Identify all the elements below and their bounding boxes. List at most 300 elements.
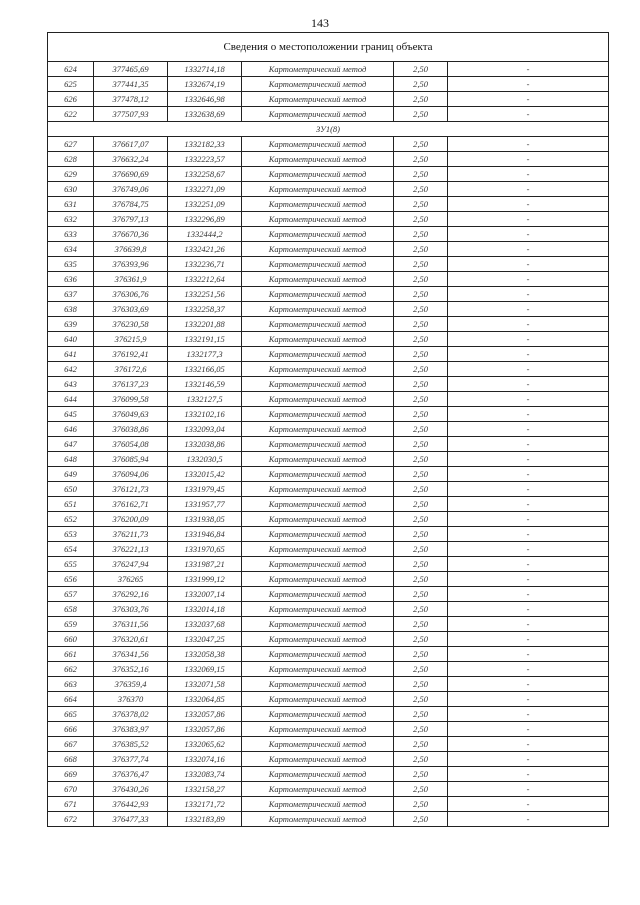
accuracy-cell: 2,50 [394,107,448,122]
point-number-cell: 656 [48,572,94,587]
accuracy-cell: 2,50 [394,557,448,572]
table-row [48,407,609,422]
section-label: ЗУ1(8) [48,122,609,137]
x-coordinate-cell: 376292,16 [94,587,168,602]
accuracy-cell: 2,50 [394,77,448,92]
point-number-cell: 651 [48,497,94,512]
method-cell: Картометрический метод [242,437,394,452]
table-row [48,767,609,782]
description-cell: - [448,617,609,632]
accuracy-cell: 2,50 [394,332,448,347]
x-coordinate-cell: 376383,97 [94,722,168,737]
method-cell: Картометрический метод [242,332,394,347]
description-cell: - [448,737,609,752]
table-row [48,752,609,767]
point-number-cell: 657 [48,587,94,602]
table-row [48,437,609,452]
point-number-cell: 634 [48,242,94,257]
method-cell: Картометрический метод [242,317,394,332]
point-number-cell: 665 [48,707,94,722]
accuracy-cell: 2,50 [394,662,448,677]
table-row [48,722,609,737]
method-cell: Картометрический метод [242,632,394,647]
x-coordinate-cell: 376385,52 [94,737,168,752]
x-coordinate-cell: 376690,69 [94,167,168,182]
x-coordinate-cell: 376094,06 [94,467,168,482]
table-row [48,287,609,302]
accuracy-cell: 2,50 [394,782,448,797]
point-number-cell: 624 [48,62,94,77]
table-row [48,317,609,332]
description-cell: - [448,722,609,737]
x-coordinate-cell: 376099,58 [94,392,168,407]
x-coordinate-cell: 376749,06 [94,182,168,197]
point-number-cell: 647 [48,437,94,452]
y-coordinate-cell: 1332030,5 [168,452,242,467]
y-coordinate-cell: 1332714,18 [168,62,242,77]
x-coordinate-cell: 376639,8 [94,242,168,257]
method-cell: Картометрический метод [242,737,394,752]
description-cell: - [448,632,609,647]
point-number-cell: 644 [48,392,94,407]
section-row [48,122,609,137]
description-cell: - [448,287,609,302]
y-coordinate-cell: 1332064,85 [168,692,242,707]
table-row [48,707,609,722]
description-cell: - [448,497,609,512]
x-coordinate-cell: 376670,36 [94,227,168,242]
method-cell: Картометрический метод [242,167,394,182]
method-cell: Картометрический метод [242,107,394,122]
description-cell: - [448,392,609,407]
table-row [48,512,609,527]
y-coordinate-cell: 1332166,05 [168,362,242,377]
point-number-cell: 625 [48,77,94,92]
y-coordinate-cell: 1332074,16 [168,752,242,767]
table-row [48,587,609,602]
description-cell: - [448,812,609,827]
description-cell: - [448,152,609,167]
table-row [48,257,609,272]
x-coordinate-cell: 376162,71 [94,497,168,512]
y-coordinate-cell: 1332127,5 [168,392,242,407]
table-row [48,107,609,122]
accuracy-cell: 2,50 [394,452,448,467]
table-body [48,33,609,827]
accuracy-cell: 2,50 [394,347,448,362]
x-coordinate-cell: 376370 [94,692,168,707]
y-coordinate-cell: 1332271,09 [168,182,242,197]
table-row [48,692,609,707]
method-cell: Картометрический метод [242,797,394,812]
accuracy-cell: 2,50 [394,197,448,212]
y-coordinate-cell: 1332069,15 [168,662,242,677]
point-number-cell: 662 [48,662,94,677]
accuracy-cell: 2,50 [394,182,448,197]
method-cell: Картометрический метод [242,542,394,557]
y-coordinate-cell: 1331987,21 [168,557,242,572]
table-row [48,632,609,647]
point-number-cell: 666 [48,722,94,737]
description-cell: - [448,137,609,152]
table-row [48,452,609,467]
description-cell: - [448,482,609,497]
table-row [48,377,609,392]
description-cell: - [448,347,609,362]
accuracy-cell: 2,50 [394,92,448,107]
method-cell: Картометрический метод [242,587,394,602]
x-coordinate-cell: 376442,93 [94,797,168,812]
point-number-cell: 669 [48,767,94,782]
description-cell: - [448,182,609,197]
method-cell: Картометрический метод [242,197,394,212]
table-row [48,197,609,212]
x-coordinate-cell: 376303,76 [94,602,168,617]
y-coordinate-cell: 1332444,2 [168,227,242,242]
point-number-cell: 660 [48,632,94,647]
point-number-cell: 648 [48,452,94,467]
table-row [48,497,609,512]
y-coordinate-cell: 1332223,57 [168,152,242,167]
table-row [48,182,609,197]
table-row [48,482,609,497]
accuracy-cell: 2,50 [394,242,448,257]
accuracy-cell: 2,50 [394,272,448,287]
description-cell: - [448,782,609,797]
boundary-coordinates-table [47,32,609,827]
accuracy-cell: 2,50 [394,482,448,497]
accuracy-cell: 2,50 [394,62,448,77]
method-cell: Картометрический метод [242,302,394,317]
method-cell: Картометрический метод [242,347,394,362]
y-coordinate-cell: 1332037,68 [168,617,242,632]
accuracy-cell: 2,50 [394,707,448,722]
accuracy-cell: 2,50 [394,512,448,527]
y-coordinate-cell: 1332047,25 [168,632,242,647]
method-cell: Картометрический метод [242,257,394,272]
description-cell: - [448,437,609,452]
method-cell: Картометрический метод [242,452,394,467]
description-cell: - [448,227,609,242]
y-coordinate-cell: 1332296,89 [168,212,242,227]
y-coordinate-cell: 1332071,58 [168,677,242,692]
point-number-cell: 661 [48,647,94,662]
table-row [48,557,609,572]
accuracy-cell: 2,50 [394,722,448,737]
x-coordinate-cell: 376247,94 [94,557,168,572]
table-row [48,617,609,632]
x-coordinate-cell: 376378,02 [94,707,168,722]
method-cell: Картометрический метод [242,242,394,257]
table-row [48,77,609,92]
y-coordinate-cell: 1332057,86 [168,707,242,722]
table-row [48,152,609,167]
point-number-cell: 622 [48,107,94,122]
accuracy-cell: 2,50 [394,737,448,752]
y-coordinate-cell: 1332674,19 [168,77,242,92]
method-cell: Картометрический метод [242,392,394,407]
description-cell: - [448,272,609,287]
y-coordinate-cell: 1332251,56 [168,287,242,302]
x-coordinate-cell: 376359,4 [94,677,168,692]
accuracy-cell: 2,50 [394,227,448,242]
table-row [48,137,609,152]
point-number-cell: 664 [48,692,94,707]
x-coordinate-cell: 376054,08 [94,437,168,452]
method-cell: Картометрический метод [242,812,394,827]
point-number-cell: 630 [48,182,94,197]
y-coordinate-cell: 1332058,38 [168,647,242,662]
x-coordinate-cell: 376784,75 [94,197,168,212]
description-cell: - [448,797,609,812]
table-row [48,332,609,347]
point-number-cell: 642 [48,362,94,377]
method-cell: Картометрический метод [242,512,394,527]
description-cell: - [448,647,609,662]
method-cell: Картометрический метод [242,482,394,497]
accuracy-cell: 2,50 [394,392,448,407]
method-cell: Картометрический метод [242,467,394,482]
description-cell: - [448,77,609,92]
point-number-cell: 654 [48,542,94,557]
x-coordinate-cell: 376376,47 [94,767,168,782]
accuracy-cell: 2,50 [394,497,448,512]
y-coordinate-cell: 1332183,89 [168,812,242,827]
x-coordinate-cell: 376049,63 [94,407,168,422]
point-number-cell: 658 [48,602,94,617]
point-number-cell: 667 [48,737,94,752]
method-cell: Картометрический метод [242,272,394,287]
x-coordinate-cell: 376200,09 [94,512,168,527]
x-coordinate-cell: 376085,94 [94,452,168,467]
point-number-cell: 639 [48,317,94,332]
method-cell: Картометрический метод [242,647,394,662]
x-coordinate-cell: 376211,73 [94,527,168,542]
y-coordinate-cell: 1332158,27 [168,782,242,797]
point-number-cell: 632 [48,212,94,227]
x-coordinate-cell: 376393,96 [94,257,168,272]
method-cell: Картометрический метод [242,692,394,707]
x-coordinate-cell: 377441,35 [94,77,168,92]
accuracy-cell: 2,50 [394,587,448,602]
method-cell: Картометрический метод [242,707,394,722]
point-number-cell: 627 [48,137,94,152]
y-coordinate-cell: 1332251,09 [168,197,242,212]
table-row [48,572,609,587]
x-coordinate-cell: 376430,26 [94,782,168,797]
accuracy-cell: 2,50 [394,362,448,377]
y-coordinate-cell: 1332057,86 [168,722,242,737]
description-cell: - [448,587,609,602]
accuracy-cell: 2,50 [394,797,448,812]
y-coordinate-cell: 1332177,3 [168,347,242,362]
x-coordinate-cell: 376230,58 [94,317,168,332]
point-number-cell: 670 [48,782,94,797]
y-coordinate-cell: 1332638,69 [168,107,242,122]
table-row [48,737,609,752]
y-coordinate-cell: 1332258,37 [168,302,242,317]
y-coordinate-cell: 1332201,88 [168,317,242,332]
x-coordinate-cell: 377478,12 [94,92,168,107]
x-coordinate-cell: 376038,86 [94,422,168,437]
description-cell: - [448,167,609,182]
description-cell: - [448,107,609,122]
accuracy-cell: 2,50 [394,617,448,632]
method-cell: Картометрический метод [242,752,394,767]
description-cell: - [448,662,609,677]
table-title-row [48,33,609,62]
method-cell: Картометрический метод [242,362,394,377]
point-number-cell: 659 [48,617,94,632]
table-row [48,92,609,107]
description-cell: - [448,692,609,707]
x-coordinate-cell: 376352,16 [94,662,168,677]
method-cell: Картометрический метод [242,617,394,632]
point-number-cell: 645 [48,407,94,422]
accuracy-cell: 2,50 [394,377,448,392]
method-cell: Картометрический метод [242,722,394,737]
point-number-cell: 629 [48,167,94,182]
y-coordinate-cell: 1331938,05 [168,512,242,527]
table-row [48,212,609,227]
description-cell: - [448,707,609,722]
point-number-cell: 638 [48,302,94,317]
accuracy-cell: 2,50 [394,752,448,767]
table-row [48,272,609,287]
accuracy-cell: 2,50 [394,257,448,272]
description-cell: - [448,212,609,227]
accuracy-cell: 2,50 [394,647,448,662]
x-coordinate-cell: 376377,74 [94,752,168,767]
x-coordinate-cell: 376265 [94,572,168,587]
accuracy-cell: 2,50 [394,422,448,437]
table-row [48,812,609,827]
table-row [48,302,609,317]
x-coordinate-cell: 376477,33 [94,812,168,827]
description-cell: - [448,242,609,257]
point-number-cell: 626 [48,92,94,107]
accuracy-cell: 2,50 [394,467,448,482]
description-cell: - [448,92,609,107]
accuracy-cell: 2,50 [394,212,448,227]
y-coordinate-cell: 1331999,12 [168,572,242,587]
accuracy-cell: 2,50 [394,542,448,557]
y-coordinate-cell: 1332083,74 [168,767,242,782]
point-number-cell: 649 [48,467,94,482]
accuracy-cell: 2,50 [394,437,448,452]
description-cell: - [448,257,609,272]
description-cell: - [448,332,609,347]
x-coordinate-cell: 376632,24 [94,152,168,167]
description-cell: - [448,422,609,437]
description-cell: - [448,677,609,692]
x-coordinate-cell: 376797,13 [94,212,168,227]
table-row [48,422,609,437]
accuracy-cell: 2,50 [394,317,448,332]
table-row [48,62,609,77]
table-row [48,647,609,662]
table-row [48,392,609,407]
table-row [48,167,609,182]
point-number-cell: 643 [48,377,94,392]
description-cell: - [448,512,609,527]
x-coordinate-cell: 376221,13 [94,542,168,557]
x-coordinate-cell: 376215,9 [94,332,168,347]
point-number-cell: 668 [48,752,94,767]
table-row [48,362,609,377]
y-coordinate-cell: 1332421,26 [168,242,242,257]
table-row [48,227,609,242]
method-cell: Картометрический метод [242,662,394,677]
point-number-cell: 631 [48,197,94,212]
accuracy-cell: 2,50 [394,677,448,692]
method-cell: Картометрический метод [242,137,394,152]
y-coordinate-cell: 1332646,98 [168,92,242,107]
description-cell: - [448,452,609,467]
accuracy-cell: 2,50 [394,572,448,587]
point-number-cell: 641 [48,347,94,362]
y-coordinate-cell: 1332191,15 [168,332,242,347]
y-coordinate-cell: 1332146,59 [168,377,242,392]
y-coordinate-cell: 1331979,45 [168,482,242,497]
y-coordinate-cell: 1332258,67 [168,167,242,182]
point-number-cell: 655 [48,557,94,572]
table-row [48,797,609,812]
description-cell: - [448,317,609,332]
description-cell: - [448,467,609,482]
point-number-cell: 653 [48,527,94,542]
method-cell: Картометрический метод [242,377,394,392]
x-coordinate-cell: 376306,76 [94,287,168,302]
description-cell: - [448,542,609,557]
method-cell: Картометрический метод [242,152,394,167]
accuracy-cell: 2,50 [394,287,448,302]
y-coordinate-cell: 1332212,64 [168,272,242,287]
x-coordinate-cell: 376121,73 [94,482,168,497]
table-row [48,542,609,557]
method-cell: Картометрический метод [242,407,394,422]
accuracy-cell: 2,50 [394,602,448,617]
y-coordinate-cell: 1332014,18 [168,602,242,617]
point-number-cell: 671 [48,797,94,812]
point-number-cell: 636 [48,272,94,287]
description-cell: - [448,527,609,542]
x-coordinate-cell: 376320,61 [94,632,168,647]
description-cell: - [448,752,609,767]
x-coordinate-cell: 376192,41 [94,347,168,362]
method-cell: Картометрический метод [242,557,394,572]
description-cell: - [448,302,609,317]
y-coordinate-cell: 1332065,62 [168,737,242,752]
table-row [48,782,609,797]
accuracy-cell: 2,50 [394,407,448,422]
method-cell: Картометрический метод [242,422,394,437]
point-number-cell: 640 [48,332,94,347]
x-coordinate-cell: 376172,6 [94,362,168,377]
description-cell: - [448,362,609,377]
point-number-cell: 635 [48,257,94,272]
description-cell: - [448,572,609,587]
method-cell: Картометрический метод [242,77,394,92]
method-cell: Картометрический метод [242,572,394,587]
description-cell: - [448,62,609,77]
y-coordinate-cell: 1331957,77 [168,497,242,512]
description-cell: - [448,557,609,572]
point-number-cell: 637 [48,287,94,302]
y-coordinate-cell: 1332182,33 [168,137,242,152]
accuracy-cell: 2,50 [394,632,448,647]
table-title: Сведения о местоположении границ объекта [48,33,609,62]
